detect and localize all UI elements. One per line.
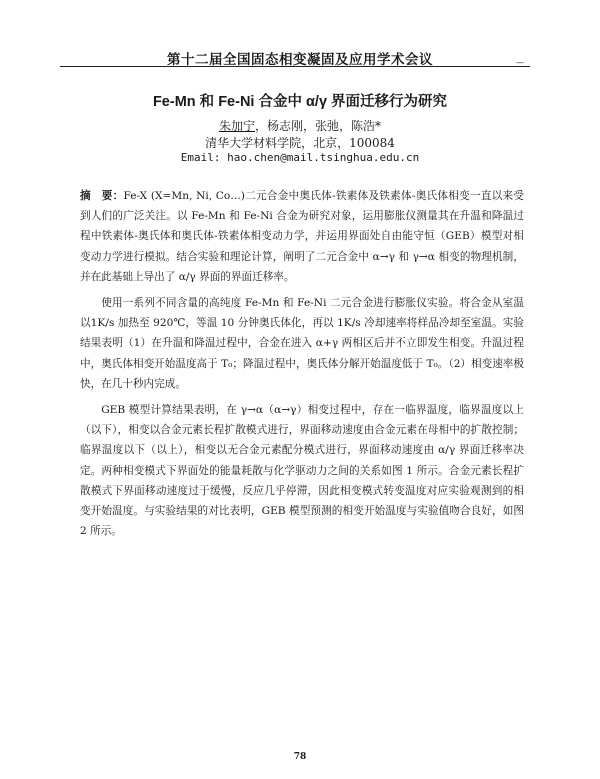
authors xyxy=(60,117,540,134)
email: Email: hao.chen@mail.tsinghua.edu.cn xyxy=(180,151,420,164)
first-author: 朱加宁 xyxy=(218,119,255,133)
header-mark: — xyxy=(516,58,524,67)
abstract-text: Fe-X (X=Mn, Ni, Co…)二元合金中奥氏体-铁素体及铁素体-奥氏体相变一直以来受到人们的广泛关注。以 Fe-Mn 和 Fe-Ni 合金为研究对象，运用膨胀仪测量其在升温和降温过程中铁素体-奥氏体和奥氏体-铁素体相变动力学，并运用界面处自由能守恒（GEB）模型对相变动力学进行模拟。结合实验和理论计算，阐明了二元合金中 α→γ 和 γ→α 相变的物理机制，并在此基础上导出了 α/γ 界面的界面迁移率。 xyxy=(80,190,525,283)
paper-title: Fe-Mn 和 Fe-Ni 合金中 α/γ 界面迁移行为研究 xyxy=(152,94,448,110)
co-authors: ，杨志刚，张弛，陈浩* xyxy=(255,119,382,133)
paragraph-3: GEB 模型计算结果表明，在 γ→α（α→γ）相变过程中，存在一临界温度，临界温度以上（以下），相变以合金元素长程扩散模式进行，界面移动速度由合金元素在母相中的扩散控制；临界温度以下（以上），相变以无合金元素配分模式进行，界面移动速度由 α/γ 界面迁移率决定。两种相变模式下界面处的能量耗散与化学驱动力之间的关系如图 1 所示。合金元素长程扩散模式下界面移动速度过于缓慢，反应几乎停滞，因此相变模式转变温度对应实验观测到的相变开始温度。与实验结果的对比表明，GEB 模型预测的相变开始温度与实验值吻合良好，如图 2 所示。 xyxy=(80,404,524,538)
abstract-label: 摘 要： xyxy=(80,190,124,202)
affiliation: 清华大学材料学院，北京，100084 xyxy=(205,136,395,150)
abstract-paragraph xyxy=(80,186,524,287)
page-number: 78 xyxy=(293,752,307,762)
conference-header: 第十二届全国固态相变凝固及应用学术会议 xyxy=(167,52,433,68)
body-text xyxy=(80,186,524,547)
paragraph-2: 使用一系列不同含量的高纯度 Fe-Mn 和 Fe-Ni 二元合金进行膨胀仪实验。将合金从室温以1K/s 加热至 920℃，等温 10 分钟奥氏体化，再以 1K/s 冷却速率将样品冷却至室温。实验结果表明（1）在升温和降温过程中，合金在进入 α+γ 两相区后并不立即发生相变。升温过程中，奥氏体相变开始温度高于 T₀；降温过程中，奥氏体分解开始温度低于 T₀。（2）相变速率极快，在几十秒内完成。 xyxy=(80,297,525,390)
header-rule xyxy=(60,66,530,67)
